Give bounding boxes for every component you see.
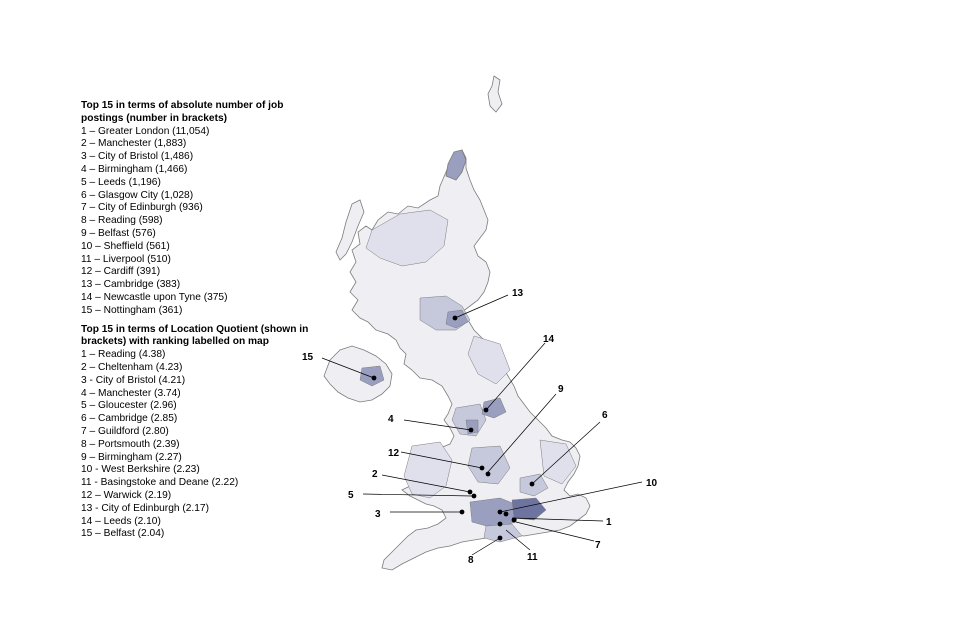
marker-8 bbox=[498, 536, 503, 541]
label-11: 11 bbox=[527, 552, 538, 563]
absolute-postings-heading: Top 15 in terms of absolute number of job postings (number in brackets) bbox=[81, 100, 284, 124]
marker-13 bbox=[453, 316, 458, 321]
great-britain-landmass bbox=[350, 150, 590, 570]
marker-9 bbox=[486, 472, 491, 477]
label-4: 4 bbox=[388, 414, 394, 425]
marker-6 bbox=[530, 482, 535, 487]
list-item: 4 – Manchester (3.74) bbox=[81, 387, 181, 399]
marker-10 bbox=[498, 510, 503, 515]
marker-14 bbox=[484, 408, 489, 413]
label-15: 15 bbox=[302, 352, 314, 363]
list-item: 3 – City of Bristol (1,486) bbox=[81, 151, 194, 163]
label-5: 5 bbox=[348, 490, 354, 501]
list-item: 4 – Birmingham (1,466) bbox=[81, 163, 188, 175]
list-item: 1 – Reading (4.38) bbox=[81, 349, 166, 361]
list-item: 15 – Belfast (2.04) bbox=[81, 528, 165, 540]
label-13: 13 bbox=[512, 288, 524, 299]
list-item: 7 – Guildford (2.80) bbox=[81, 425, 169, 437]
label-9: 9 bbox=[558, 384, 564, 395]
label-6: 6 bbox=[602, 410, 608, 421]
list-item: 2 – Cheltenham (4.23) bbox=[81, 361, 183, 373]
label-1: 1 bbox=[606, 517, 612, 528]
list-item: 12 – Cardiff (391) bbox=[81, 266, 161, 278]
list-item: 10 - West Berkshire (2.23) bbox=[81, 464, 200, 476]
list-item: 13 - City of Edinburgh (2.17) bbox=[81, 502, 209, 514]
list-item: 15 – Nottingham (361) bbox=[81, 304, 183, 316]
list-item: 8 – Portsmouth (2.39) bbox=[81, 438, 180, 450]
list-item: 8 – Reading (598) bbox=[81, 215, 163, 227]
marker-1 bbox=[504, 512, 509, 517]
list-item: 9 – Belfast (576) bbox=[81, 227, 156, 239]
label-12: 12 bbox=[388, 448, 400, 459]
marker-15 bbox=[372, 376, 377, 381]
list-item: 7 – City of Edinburgh (936) bbox=[81, 202, 203, 214]
list-item: 6 – Cambridge (2.85) bbox=[81, 413, 178, 425]
list-item: 12 – Warwick (2.19) bbox=[81, 489, 172, 501]
list-item: 10 – Sheffield (561) bbox=[81, 240, 170, 252]
label-8: 8 bbox=[468, 555, 474, 566]
list-item: 5 – Gloucester (2.96) bbox=[81, 400, 177, 412]
marker-4 bbox=[469, 428, 474, 433]
marker-3 bbox=[460, 510, 465, 515]
list-item: 14 – Newcastle upon Tyne (375) bbox=[81, 291, 228, 303]
leader-line-8 bbox=[472, 538, 500, 555]
label-14: 14 bbox=[543, 334, 555, 345]
marker-7 bbox=[512, 518, 517, 523]
marker-2 bbox=[468, 490, 473, 495]
label-10: 10 bbox=[646, 478, 658, 489]
shetland-islands bbox=[488, 76, 502, 112]
list-item: 1 – Greater London (11,054) bbox=[81, 125, 210, 137]
marker-11 bbox=[498, 522, 503, 527]
list-item: 5 – Leeds (1,196) bbox=[81, 176, 161, 188]
marker-5 bbox=[472, 494, 477, 499]
label-7: 7 bbox=[595, 540, 601, 551]
label-2: 2 bbox=[372, 469, 378, 480]
marker-12 bbox=[480, 466, 485, 471]
list-item: 11 – Liverpool (510) bbox=[81, 253, 171, 265]
list-item: 13 – Cambridge (383) bbox=[81, 279, 181, 291]
list-item: 2 – Manchester (1,883) bbox=[81, 138, 187, 150]
list-item: 3 - City of Bristol (4.21) bbox=[81, 374, 186, 386]
list-item: 6 – Glasgow City (1,028) bbox=[81, 189, 194, 201]
location-quotient-heading: Top 15 in terms of Location Quotient (shown in brackets) with ranking labelled on map bbox=[81, 323, 309, 348]
list-item: 9 – Birmingham (2.27) bbox=[81, 451, 182, 463]
label-3: 3 bbox=[375, 509, 381, 520]
list-item: 11 - Basingstoke and Deane (2.22) bbox=[81, 477, 239, 489]
list-item: 14 – Leeds (2.10) bbox=[81, 515, 161, 527]
